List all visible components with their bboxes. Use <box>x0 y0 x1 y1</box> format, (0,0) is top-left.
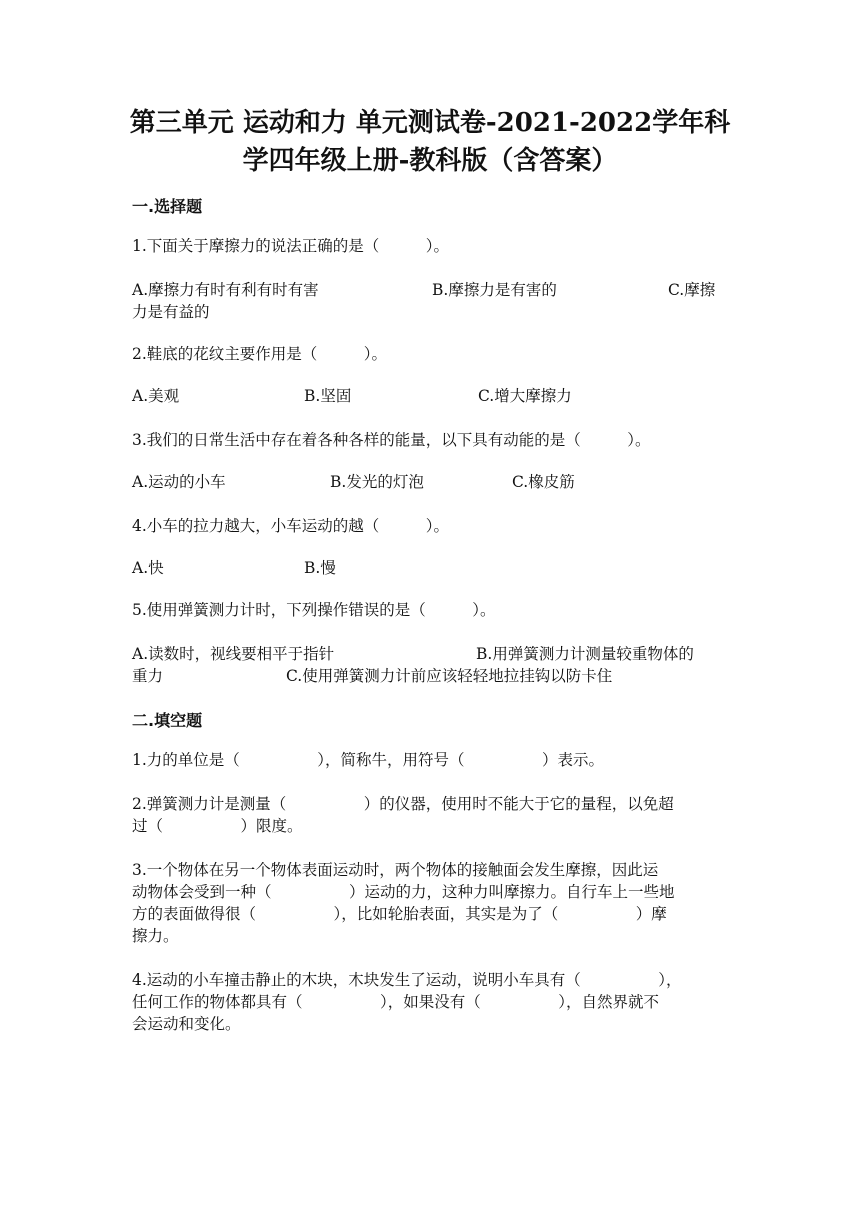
option-c: C.使用弹簧测力计前应该轻轻地拉挂钩以防卡住 <box>286 667 613 685</box>
question-stem: 1.下面关于摩擦力的说法正确的是（ ）。 <box>132 237 450 255</box>
option-a: A.读数时，视线要相平于指针 <box>132 645 335 663</box>
fill-question-line: 2.弹簧测力计是测量（ ）的仪器，使用时不能大于它的量程，以免超 <box>132 795 674 813</box>
option-b: B.坚固 <box>304 387 352 405</box>
page-title <box>90 104 770 180</box>
fill-question-line: 擦力。 <box>132 927 179 945</box>
fill-question-line: 任何工作的物体都具有（ ），如果没有（ ），自然界就不 <box>132 993 660 1011</box>
fill-question-line: 过（ ）限度。 <box>132 817 303 835</box>
option-a: A.快 <box>132 559 164 577</box>
section-heading-choice: 一.选择题 <box>132 197 203 216</box>
title-line-2: 学四年级上册-教科版（含答案） <box>242 146 618 176</box>
fill-question-line: 会运动和变化。 <box>132 1015 241 1033</box>
option-b: B.用弹簧测力计测量较重物体的 <box>476 645 694 663</box>
option-b-continued: 重力 <box>132 667 164 685</box>
fill-question-line: 1.力的单位是（ ），简称牛，用符号（ ）表示。 <box>132 751 605 769</box>
option-c: C.摩擦 <box>668 281 716 299</box>
section-heading-fill-in: 二.填空题 <box>132 711 203 730</box>
fill-question-line: 方的表面做得很（ ），比如轮胎表面，其实是为了（ ）摩 <box>132 905 667 923</box>
fill-question-line: 4.运动的小车撞击静止的木块，木块发生了运动，说明小车具有（ ）， <box>132 971 682 989</box>
title-line-1: 第三单元 运动和力 单元测试卷-2021-2022学年科 <box>129 108 731 138</box>
question-stem: 3.我们的日常生活中存在着各种各样的能量，以下具有动能的是（ ）。 <box>132 431 651 449</box>
option-c: C.橡皮筋 <box>512 473 575 491</box>
option-b: B.发光的灯泡 <box>330 473 424 491</box>
option-c-continued: 力是有益的 <box>132 303 210 321</box>
question-stem: 4.小车的拉力越大，小车运动的越（ ）。 <box>132 517 450 535</box>
question-stem: 2.鞋底的花纹主要作用是（ ）。 <box>132 345 388 363</box>
option-c: C.增大摩擦力 <box>478 387 572 405</box>
option-a: A.运动的小车 <box>132 473 226 491</box>
fill-question-line: 动物体会受到一种（ ）运动的力，这种力叫摩擦力。自行车上一些地 <box>132 883 675 901</box>
question-stem: 5.使用弹簧测力计时，下列操作错误的是（ ）。 <box>132 601 496 619</box>
fill-question-line: 3.一个物体在另一个物体表面运动时，两个物体的接触面会发生摩擦，因此运 <box>132 861 659 879</box>
option-b: B.慢 <box>304 559 336 577</box>
option-a: A.摩擦力有时有利有时有害 <box>132 281 319 299</box>
option-a: A.美观 <box>132 387 180 405</box>
option-b: B.摩擦力是有害的 <box>432 281 557 299</box>
